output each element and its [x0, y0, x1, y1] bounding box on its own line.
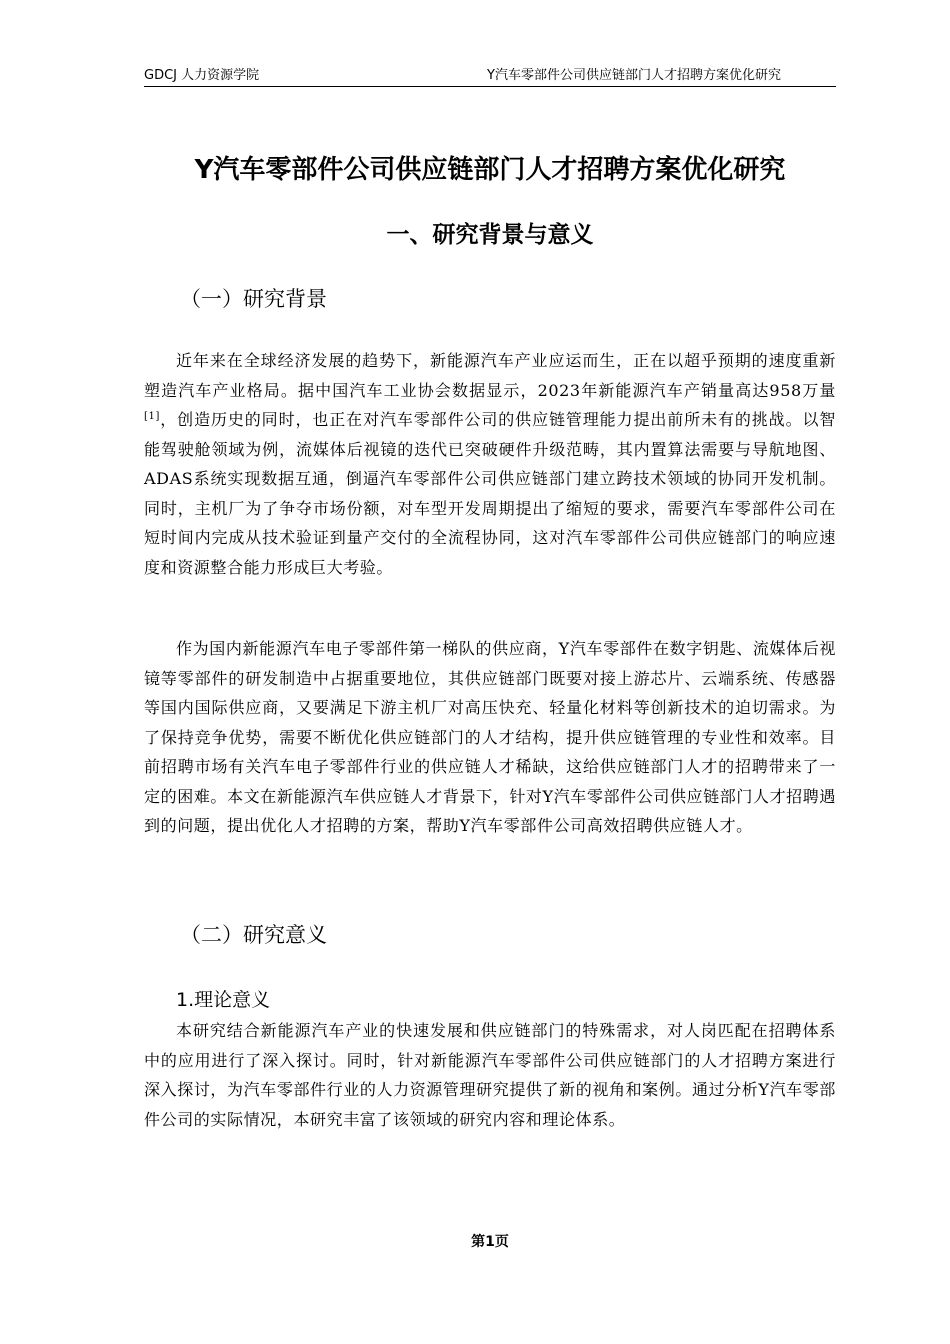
section-heading-background-significance: 一、研究背景与意义	[386, 222, 594, 248]
subsection-heading-background: （一）研究背景	[180, 287, 327, 311]
heading-theoretical-significance: 1.理论意义	[176, 989, 271, 1011]
paragraph-theoretical-significance: 本研究结合新能源汽车产业的快速发展和供应链部门的特殊需求，对人岗匹配在招聘体系中的应用进行了深入探讨。同时，针对新能源汽车零部件公司供应链部门的人才招聘方案进行深入探讨，为汽车零部件行业的人力资源管理研究提供了新的视角和案例。通过分析Y汽车零部件公司的实际情况，本研究丰富了该领域的研究内容和理论体系。	[144, 1021, 836, 1129]
paragraph-background-1	[144, 346, 836, 582]
header-school: GDCJ 人力资源学院	[144, 68, 260, 83]
paragraph-background-2: 作为国内新能源汽车电子零部件第一梯队的供应商，Y汽车零部件在数字钥匙、流媒体后视镜等零部件的研发制造中占据重要地位，其供应链部门既要对接上游芯片、云端系统、传感器等国内国际供应商，又要满足下游主机厂对高压快充、轻量化材料等创新技术的迫切需求。为了保持竞争优势，需要不断优化供应链部门的人才结构，提升供应链管理的专业性和效率。目前招聘市场有关汽车电子零部件行业的供应链人才稀缺，这给供应链部门人才的招聘带来了一定的困难。本文在新能源汽车供应链人才背景下，针对Y汽车零部件公司供应链部门人才招聘遇到的问题，提出优化人才招聘的方案，帮助Y汽车零部件公司高效招聘供应链人才。	[144, 639, 836, 835]
paragraph-background-1-end: ，创造历史的同时，也正在对汽车零部件公司的供应链管理能力提出前所未有的挑战。以智能驾驶舱领域为例，流媒体后视镜的迭代已突破硬件升级范畴，其内置算法需要与导航地图、ADAS系统实现数据互通，倒逼汽车零部件公司供应链部门建立跨技术领域的协同开发机制。同时，主机厂为了争夺市场份额，对车型开发周期提出了缩短的要求，需要汽车零部件公司在短时间内完成从技术验证到量产交付的全流程协同，这对汽车零部件公司供应链部门的响应速度和资源整合能力形成巨大考验。	[144, 410, 836, 577]
citation-1: [1]	[144, 411, 160, 422]
paragraph-background-1-start: 近年来在全球经济发展的趋势下，新能源汽车产业应运而生，正在以超乎预期的速度重新塑造汽车产业格局。据中国汽车工业协会数据显示，2023年新能源汽车产销量高达958万量	[144, 351, 836, 400]
page-number: 第1页	[471, 1234, 509, 1250]
header-paper-title: Y汽车零部件公司供应链部门人才招聘方案优化研究	[487, 68, 781, 83]
running-header	[144, 68, 836, 87]
subsection-heading-significance: （二）研究意义	[180, 923, 327, 947]
paper-title: Y汽车零部件公司供应链部门人才招聘方案优化研究	[194, 155, 786, 185]
